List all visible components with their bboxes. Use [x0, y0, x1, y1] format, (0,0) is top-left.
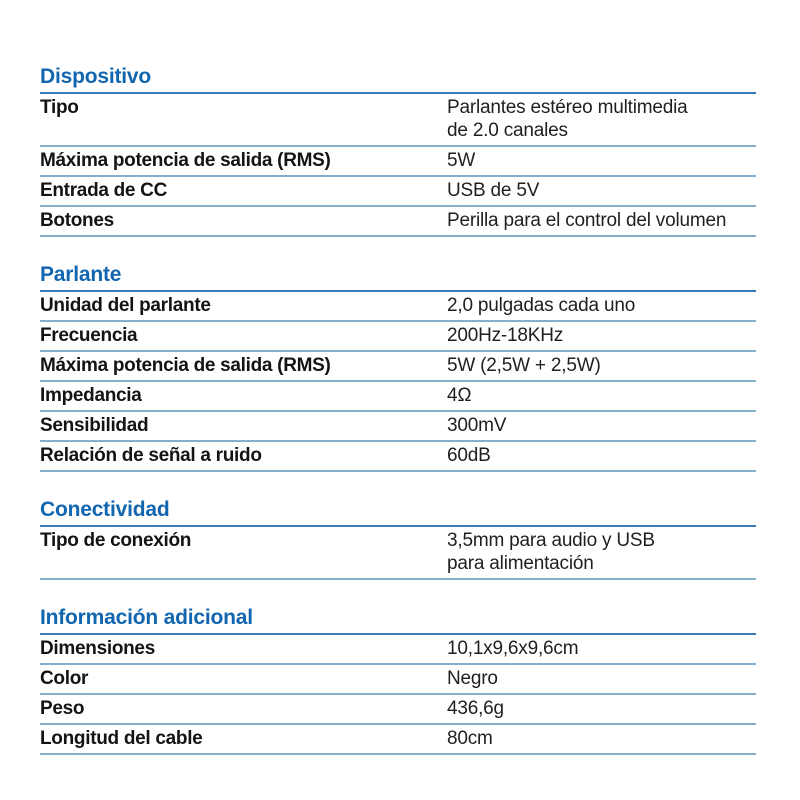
spec-value — [447, 384, 756, 407]
table-row — [40, 412, 756, 442]
spec-value-line: para alimentación — [447, 553, 594, 574]
spec-value-line: 200Hz-18KHz — [447, 325, 564, 346]
spec-value — [447, 529, 756, 575]
spec-value-line: 60dB — [447, 445, 491, 466]
spec-value — [447, 444, 756, 467]
section-rows — [40, 635, 756, 755]
spec-value-line: 436,6g — [447, 698, 504, 719]
spec-label: Entrada de CC — [40, 180, 168, 201]
spec-value — [447, 179, 756, 202]
spec-value — [447, 667, 756, 690]
spec-label: Tipo de conexión — [40, 530, 192, 551]
table-row — [40, 695, 756, 725]
spec-label: Frecuencia — [40, 325, 138, 346]
spec-section — [40, 66, 756, 237]
section-title: Parlante — [40, 264, 756, 292]
spec-label: Relación de señal a ruido — [40, 445, 262, 466]
table-row — [40, 322, 756, 352]
spec-value — [447, 209, 756, 232]
table-row — [40, 635, 756, 665]
spec-label: Máxima potencia de salida (RMS) — [40, 150, 331, 171]
table-row — [40, 442, 756, 472]
spec-value-line: Negro — [447, 668, 498, 689]
spec-value — [447, 294, 756, 317]
section-rows — [40, 527, 756, 580]
table-row — [40, 665, 756, 695]
table-row — [40, 207, 756, 237]
spec-value-line: Perilla para el control del volumen — [447, 210, 727, 231]
spec-label: Botones — [40, 210, 114, 231]
spec-value-line: 3,5mm para audio y USB — [447, 530, 655, 551]
table-row — [40, 177, 756, 207]
spec-label: Máxima potencia de salida (RMS) — [40, 355, 331, 376]
spec-value-line: Parlantes estéreo multimedia — [447, 97, 688, 118]
spec-label: Sensibilidad — [40, 415, 149, 436]
spec-label: Color — [40, 668, 89, 689]
spec-value-line: 2,0 pulgadas cada uno — [447, 295, 636, 316]
spec-value — [447, 697, 756, 720]
spec-value — [447, 414, 756, 437]
spec-value-line: USB de 5V — [447, 180, 540, 201]
table-row — [40, 147, 756, 177]
spec-value — [447, 96, 756, 142]
spec-value-line: 5W — [447, 150, 476, 171]
spec-value-line: 4Ω — [447, 385, 472, 406]
table-row — [40, 352, 756, 382]
table-row — [40, 725, 756, 755]
spec-section — [40, 607, 756, 755]
spec-value-line: de 2.0 canales — [447, 120, 568, 141]
spec-value — [447, 149, 756, 172]
spec-label: Peso — [40, 698, 85, 719]
spec-value-line: 300mV — [447, 415, 507, 436]
spec-value-line: 10,1x9,6x9,6cm — [447, 638, 579, 659]
spec-value — [447, 637, 756, 660]
spec-label: Unidad del parlante — [40, 295, 211, 316]
spec-label: Longitud del cable — [40, 728, 203, 749]
spec-label: Impedancia — [40, 385, 142, 406]
product-spec-table — [40, 66, 756, 755]
spec-section — [40, 264, 756, 472]
spec-value-line: 80cm — [447, 728, 493, 749]
table-row — [40, 382, 756, 412]
table-row — [40, 527, 756, 580]
section-rows — [40, 292, 756, 472]
table-row — [40, 94, 756, 147]
spec-label: Dimensiones — [40, 638, 155, 659]
spec-value — [447, 354, 756, 377]
section-title: Dispositivo — [40, 66, 756, 94]
spec-value — [447, 727, 756, 750]
spec-value-line: 5W (2,5W + 2,5W) — [447, 355, 601, 376]
section-rows — [40, 94, 756, 237]
section-title: Conectividad — [40, 499, 756, 527]
table-row — [40, 292, 756, 322]
spec-label: Tipo — [40, 97, 79, 118]
section-title: Información adicional — [40, 607, 756, 635]
spec-value — [447, 324, 756, 347]
spec-section — [40, 499, 756, 580]
